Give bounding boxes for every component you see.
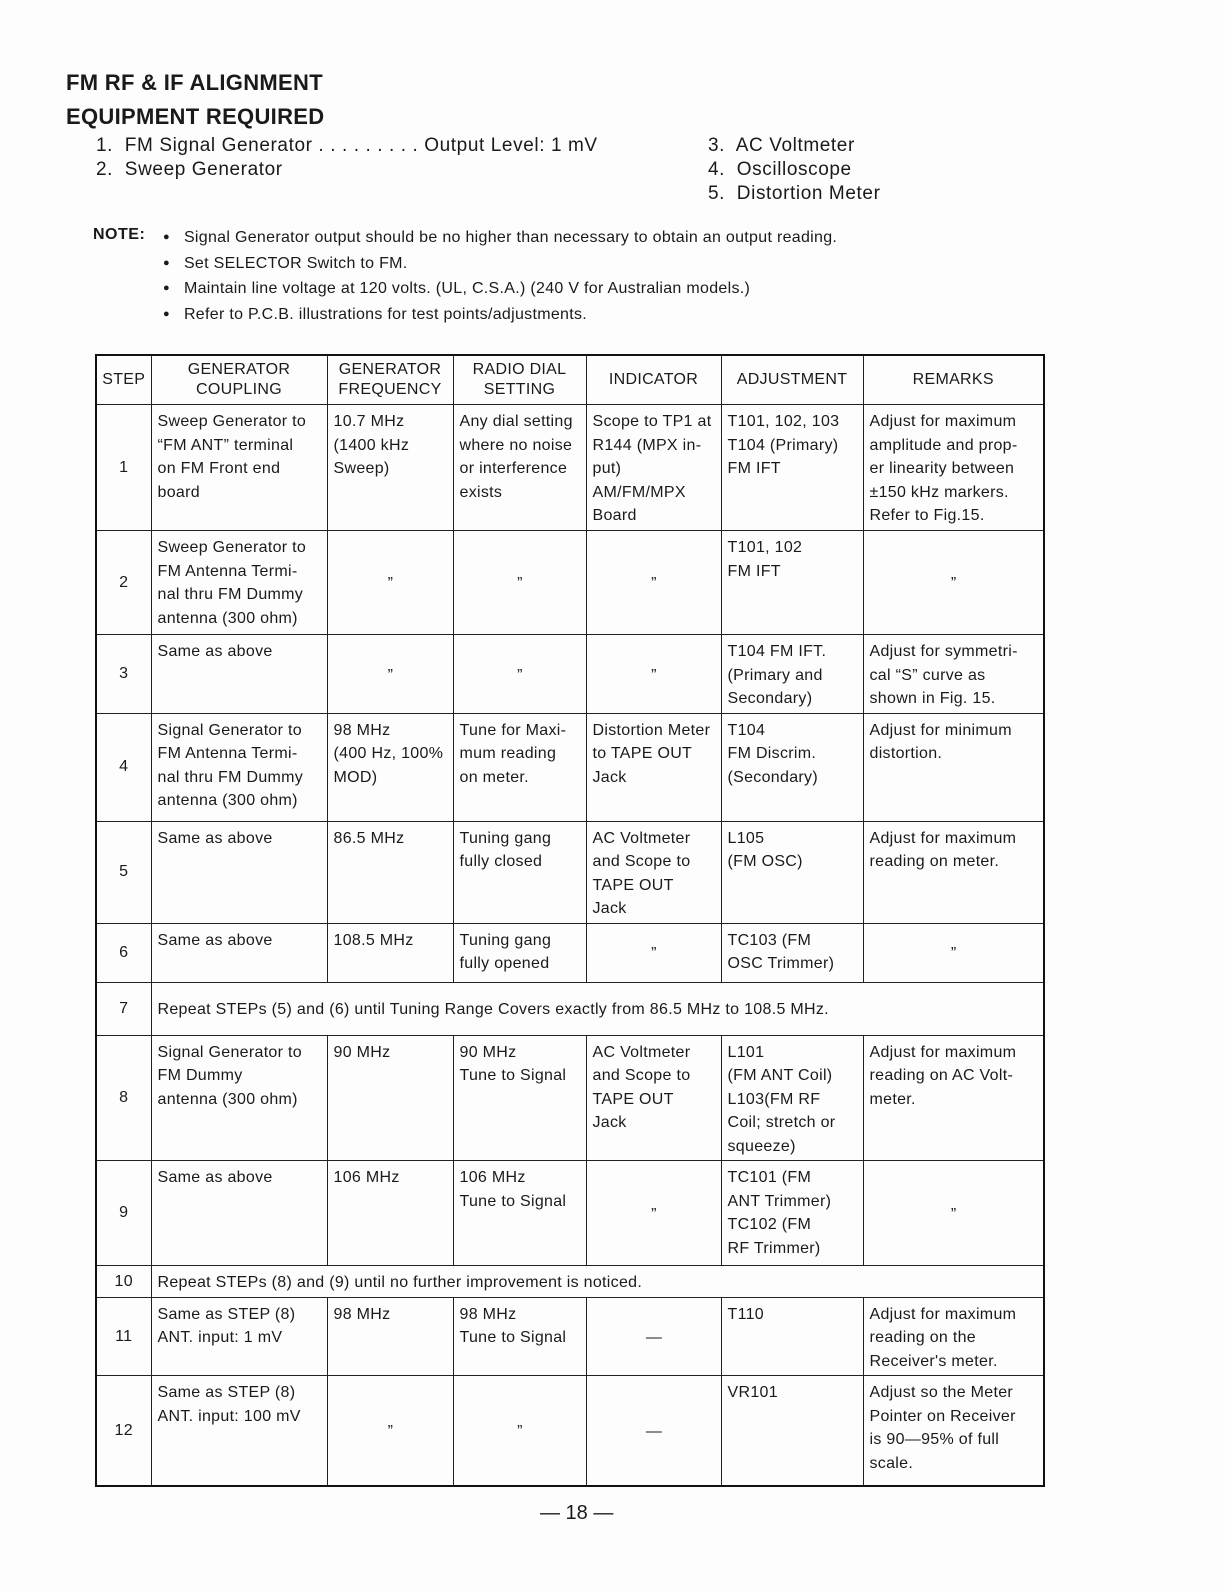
- cell-adjustment: T104 FM Discrim. (Secondary): [721, 713, 863, 821]
- cell-remarks: Adjust so the Meter Pointer on Receiver is 90—95% of full scale.: [863, 1376, 1044, 1486]
- table-row: [96, 635, 1044, 714]
- cell-adjustment: T101, 102 FM IFT: [721, 531, 863, 635]
- step-instruction: Repeat STEPs (8) and (9) until no further improvement is noticed.: [151, 1266, 1044, 1298]
- cell-coupling: Sweep Generator to “FM ANT” terminal on FM Front end board: [151, 405, 327, 531]
- cell-dial: ”: [453, 531, 586, 635]
- note-item: ● Refer to P.C.B. illustrations for test points/adjustments.: [163, 303, 837, 329]
- header-adjustment: ADJUSTMENT: [721, 355, 863, 405]
- cell-frequency: 106 MHz: [327, 1161, 453, 1266]
- alignment-table: [95, 354, 1045, 1487]
- cell-frequency: ”: [327, 531, 453, 635]
- header-remarks: REMARKS: [863, 355, 1044, 405]
- equipment-list-right: 3. AC Voltmeter 4. Oscilloscope 5. Distortion Meter: [708, 135, 881, 204]
- section-title: FM RF & IF ALIGNMENT: [66, 70, 323, 95]
- cell-indicator: —: [586, 1376, 721, 1486]
- cell-remarks: Adjust for symmetri- cal “S” curve as shown in Fig. 15.: [863, 635, 1044, 714]
- table-row: [96, 1376, 1044, 1486]
- cell-coupling: Same as STEP (8) ANT. input: 1 mV: [151, 1297, 327, 1376]
- cell-indicator: AC Voltmeter and Scope to TAPE OUT Jack: [586, 1035, 721, 1161]
- cell-coupling: Same as above: [151, 923, 327, 982]
- cell-remarks: Adjust for maximum reading on the Receiver's meter.: [863, 1297, 1044, 1376]
- cell-frequency: ”: [327, 1376, 453, 1486]
- cell-frequency: 98 MHz (400 Hz, 100% MOD): [327, 713, 453, 821]
- cell-remarks: ”: [863, 1161, 1044, 1266]
- equipment-list-left: 1. FM Signal Generator . . . . . . . . . Output Level: 1 mV 2. Sweep Generator: [96, 135, 598, 180]
- note-label: NOTE:: [93, 226, 146, 243]
- cell-indicator: Distortion Meter to TAPE OUT Jack: [586, 713, 721, 821]
- cell-dial: 98 MHz Tune to Signal: [453, 1297, 586, 1376]
- table-header-row: [96, 355, 1044, 405]
- cell-frequency: 90 MHz: [327, 1035, 453, 1161]
- step-number: 10: [96, 1266, 151, 1298]
- cell-adjustment: TC101 (FM ANT Trimmer) TC102 (FM RF Trimmer): [721, 1161, 863, 1266]
- header-coupling: GENERATOR COUPLING: [151, 355, 327, 405]
- cell-indicator: ”: [586, 1161, 721, 1266]
- cell-dial: Tuning gang fully closed: [453, 821, 586, 923]
- cell-remarks: ”: [863, 923, 1044, 982]
- cell-frequency: 10.7 MHz (1400 kHz Sweep): [327, 405, 453, 531]
- cell-adjustment: TC103 (FM OSC Trimmer): [721, 923, 863, 982]
- cell-adjustment: T110: [721, 1297, 863, 1376]
- step-instruction: Repeat STEPs (5) and (6) until Tuning Range Covers exactly from 86.5 MHz to 108.5 MHz.: [151, 982, 1044, 1035]
- cell-frequency: ”: [327, 635, 453, 714]
- cell-frequency: 98 MHz: [327, 1297, 453, 1376]
- cell-indicator: Scope to TP1 at R144 (MPX in- put) AM/FM/MPX Board: [586, 405, 721, 531]
- table-row: [96, 982, 1044, 1035]
- equipment-heading: EQUIPMENT REQUIRED: [66, 104, 325, 129]
- cell-remarks: ”: [863, 531, 1044, 635]
- note-item: ● Set SELECTOR Switch to FM.: [163, 252, 837, 278]
- step-number: 5: [96, 821, 151, 923]
- cell-indicator: ”: [586, 531, 721, 635]
- table-row: [96, 1161, 1044, 1266]
- step-number: 11: [96, 1297, 151, 1376]
- step-number: 6: [96, 923, 151, 982]
- cell-indicator: ”: [586, 635, 721, 714]
- header-dial: RADIO DIAL SETTING: [453, 355, 586, 405]
- step-number: 1: [96, 405, 151, 531]
- table-row: [96, 923, 1044, 982]
- step-number: 3: [96, 635, 151, 714]
- cell-coupling: Same as above: [151, 1161, 327, 1266]
- step-number: 2: [96, 531, 151, 635]
- cell-dial: ”: [453, 635, 586, 714]
- table-row: [96, 713, 1044, 821]
- step-number: 7: [96, 982, 151, 1035]
- cell-dial: ”: [453, 1376, 586, 1486]
- step-number: 8: [96, 1035, 151, 1161]
- table-row: [96, 1266, 1044, 1298]
- header-indicator: INDICATOR: [586, 355, 721, 405]
- cell-adjustment: VR101: [721, 1376, 863, 1486]
- notes-list: [163, 226, 837, 328]
- cell-dial: 106 MHz Tune to Signal: [453, 1161, 586, 1266]
- cell-adjustment: L101 (FM ANT Coil) L103(FM RF Coil; stretch or squeeze): [721, 1035, 863, 1161]
- cell-coupling: Sweep Generator to FM Antenna Termi- nal thru FM Dummy antenna (300 ohm): [151, 531, 327, 635]
- cell-indicator: ”: [586, 923, 721, 982]
- cell-adjustment: T104 FM IFT. (Primary and Secondary): [721, 635, 863, 714]
- page-number: — 18 —: [540, 1502, 614, 1524]
- note-item: ● Signal Generator output should be no higher than necessary to obtain an output reading.: [163, 226, 837, 252]
- cell-remarks: Adjust for maximum reading on meter.: [863, 821, 1044, 923]
- cell-dial: Tuning gang fully opened: [453, 923, 586, 982]
- table-row: [96, 531, 1044, 635]
- cell-remarks: Adjust for maximum reading on AC Volt- meter.: [863, 1035, 1044, 1161]
- table-row: [96, 1297, 1044, 1376]
- cell-coupling: Signal Generator to FM Antenna Termi- nal thru FM Dummy antenna (300 ohm): [151, 713, 327, 821]
- cell-adjustment: L105 (FM OSC): [721, 821, 863, 923]
- table-row: [96, 1035, 1044, 1161]
- cell-coupling: Same as above: [151, 635, 327, 714]
- cell-dial: 90 MHz Tune to Signal: [453, 1035, 586, 1161]
- cell-coupling: Same as above: [151, 821, 327, 923]
- cell-indicator: AC Voltmeter and Scope to TAPE OUT Jack: [586, 821, 721, 923]
- cell-indicator: —: [586, 1297, 721, 1376]
- cell-coupling: Same as STEP (8) ANT. input: 100 mV: [151, 1376, 327, 1486]
- table-row: [96, 405, 1044, 531]
- cell-coupling: Signal Generator to FM Dummy antenna (300 ohm): [151, 1035, 327, 1161]
- cell-dial: Tune for Maxi- mum reading on meter.: [453, 713, 586, 821]
- note-item: ● Maintain line voltage at 120 volts. (UL, C.S.A.) (240 V for Australian models.): [163, 277, 837, 303]
- cell-remarks: Adjust for maximum amplitude and prop- er linearity between ±150 kHz markers. Refer to Fig.15.: [863, 405, 1044, 531]
- header-frequency: GENERATOR FREQUENCY: [327, 355, 453, 405]
- cell-remarks: Adjust for minimum distortion.: [863, 713, 1044, 821]
- step-number: 4: [96, 713, 151, 821]
- cell-dial: Any dial setting where no noise or interference exists: [453, 405, 586, 531]
- cell-frequency: 86.5 MHz: [327, 821, 453, 923]
- step-number: 12: [96, 1376, 151, 1486]
- header-step: STEP: [96, 355, 151, 405]
- step-number: 9: [96, 1161, 151, 1266]
- table-row: [96, 821, 1044, 923]
- cell-frequency: 108.5 MHz: [327, 923, 453, 982]
- cell-adjustment: T101, 102, 103 T104 (Primary) FM IFT: [721, 405, 863, 531]
